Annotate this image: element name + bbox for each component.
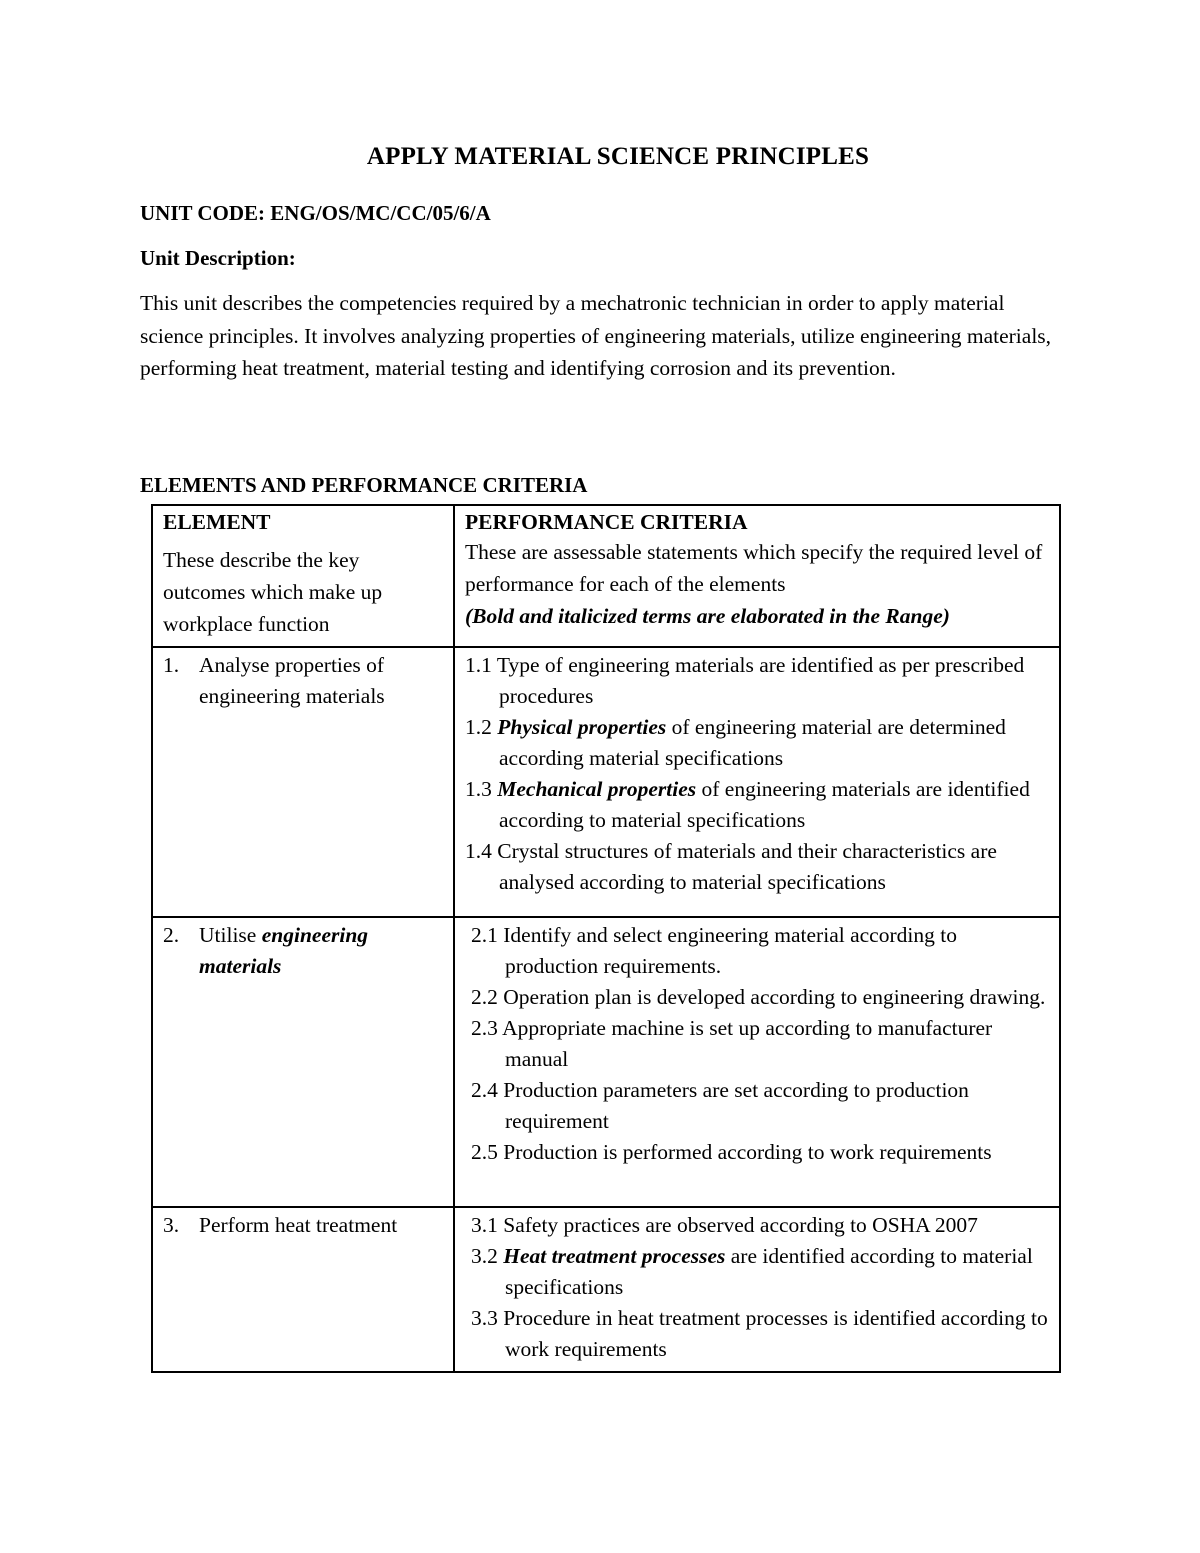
criteria-cell [454, 1207, 1060, 1372]
element-number: 2. [163, 923, 180, 947]
criterion-item: 1.2 Physical properties of engineering material are determined according material specifications [465, 715, 1006, 770]
element-text: Analyse properties of engineering materials [199, 653, 385, 708]
element-number: 1. [163, 653, 180, 677]
elements-criteria-table [151, 504, 1061, 1373]
pc-header-note: (Bold and italicized terms are elaborated in the Range) [465, 604, 950, 628]
element-cell [152, 647, 454, 917]
criterion-item: 1.3 Mechanical properties of engineering materials are identified according to material specifications [465, 777, 1030, 832]
element-cell [152, 917, 454, 1207]
element-header-title: ELEMENT [163, 510, 271, 534]
criterion-item: 2.5 Production is performed according to work requirements [471, 1140, 992, 1164]
criterion-item: 2.2 Operation plan is developed according to engineering drawing. [471, 985, 1046, 1009]
element-header-desc: These describe the key outcomes which make up workplace function [163, 548, 383, 636]
pc-header-desc: These are assessable statements which specify the required level of performance for each of the elements [465, 540, 1043, 596]
pc-header-cell [454, 505, 1060, 647]
criterion-item: 1.1 Type of engineering materials are identified as per prescribed procedures [465, 653, 1025, 708]
element-text: Utilise engineering materials [199, 923, 369, 978]
criterion-item: 3.1 Safety practices are observed according to OSHA 2007 [471, 1213, 978, 1237]
element-header-cell [152, 505, 454, 647]
pc-header-title: PERFORMANCE CRITERIA [465, 510, 748, 534]
element-cell [152, 1207, 454, 1372]
element-item [163, 1210, 445, 1241]
criterion-item: 2.3 Appropriate machine is set up according to manufacturer manual [471, 1016, 993, 1071]
unit-description-text: This unit describes the competencies required by a mechatronic technician in order to apply material science principles. It involves analyzing properties of engineering materials, utilize engineering materials, performing heat treatment, material testing and identifying corrosion and its prevention. [140, 291, 1052, 380]
element-item [163, 920, 445, 982]
table-row [152, 647, 1060, 917]
table-header-row [152, 505, 1060, 647]
criteria-cell [454, 647, 1060, 917]
table-row [152, 917, 1060, 1207]
element-number: 3. [163, 1213, 180, 1237]
criterion-item: 3.3 Procedure in heat treatment processes is identified according to work requirements [471, 1306, 1048, 1361]
table-row [152, 1207, 1060, 1372]
criteria-cell [454, 917, 1060, 1207]
unit-description-label: Unit Description: [140, 246, 296, 270]
unit-code: UNIT CODE: ENG/OS/MC/CC/05/6/A [140, 201, 491, 225]
criterion-item: 1.4 Crystal structures of materials and their characteristics are analysed according to material specifications [465, 839, 997, 894]
criterion-item: 3.2 Heat treatment processes are identified according to material specifications [471, 1244, 1033, 1299]
criterion-item: 2.4 Production parameters are set according to production requirement [471, 1078, 969, 1133]
element-item [163, 650, 445, 712]
document-title: APPLY MATERIAL SCIENCE PRINCIPLES [366, 143, 870, 170]
element-text: Perform heat treatment [199, 1213, 398, 1237]
section-heading: ELEMENTS AND PERFORMANCE CRITERIA [140, 473, 588, 497]
criterion-item: 2.1 Identify and select engineering material according to production requirements. [471, 923, 957, 978]
